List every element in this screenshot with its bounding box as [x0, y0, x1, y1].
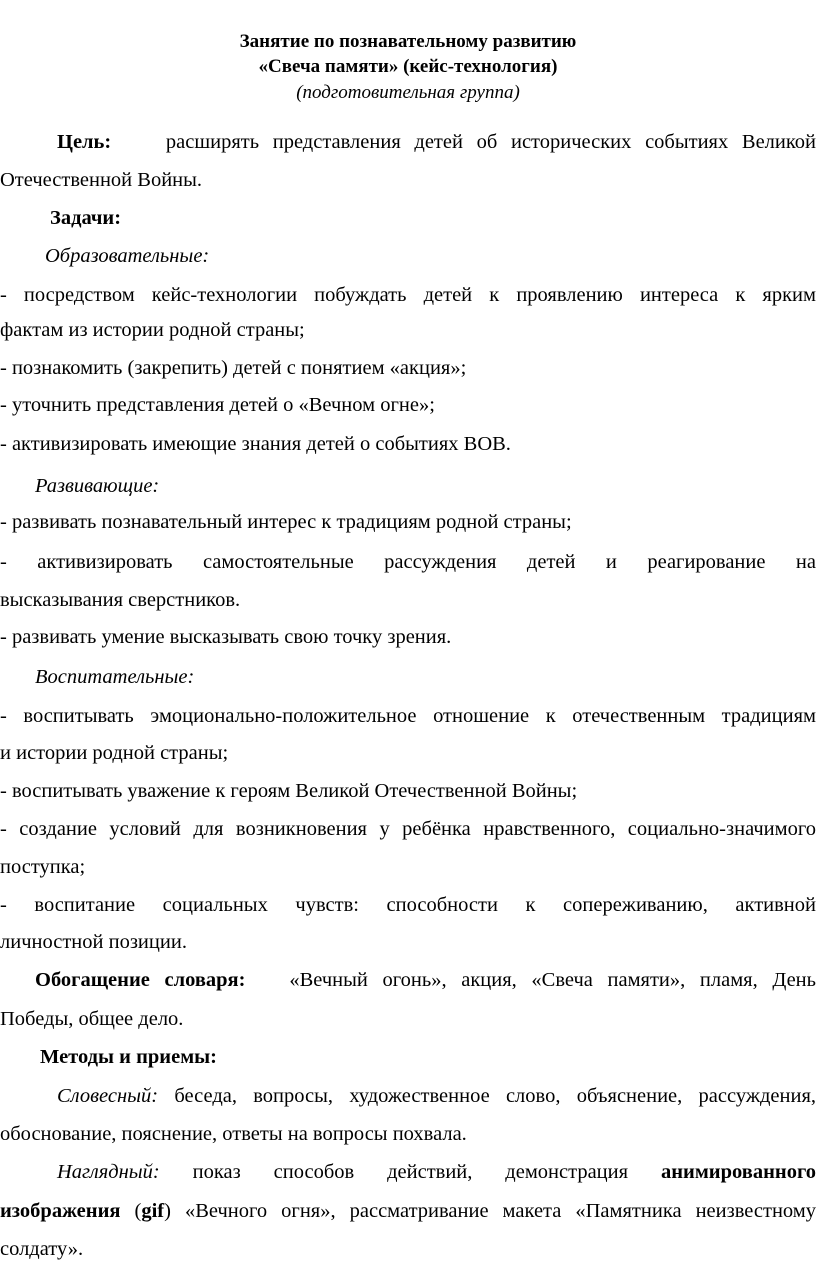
list-item: - уточнить представления детей о «Вечном огне»;	[0, 394, 435, 416]
list-item: - развивать умение высказывать свою точку зрения.	[0, 626, 452, 648]
label-text: Образовательные:	[45, 245, 210, 267]
verbal-line	[0, 1077, 816, 1115]
list-item: - активизировать имеющие знания детей о событиях ВОВ.	[0, 433, 511, 455]
visual-label: Наглядный:	[57, 1161, 160, 1183]
list-item: - посредством кейс-технологии побуждать детей к проявлению интереса к ярким	[0, 284, 816, 306]
upbringing-label	[0, 658, 816, 696]
list-item: - познакомить (закрепить) детей с понятием «акция»;	[0, 357, 467, 379]
document-title	[0, 29, 816, 55]
visual-line-2	[0, 1192, 816, 1230]
subtitle-text: (подготовительная группа)	[296, 82, 520, 103]
visual-text: «Вечного огня», рассматривание макета «Памятника неизвестному	[184, 1200, 816, 1222]
paren: )	[164, 1200, 171, 1222]
visual-bold: анимированного	[660, 1161, 816, 1183]
visual-bold: изображения	[0, 1200, 121, 1222]
tasks-heading	[0, 199, 816, 237]
list-item: поступка;	[0, 856, 86, 878]
list-item: - воспитывать уважение к героям Великой Отечественной Войны;	[0, 780, 578, 802]
label-text: Воспитательные:	[35, 666, 195, 688]
heading-text: Задачи:	[50, 207, 122, 229]
goal-line	[0, 123, 816, 161]
visual-text: показ способов действий, демонстрация	[192, 1161, 629, 1183]
list-item: и истории родной страны;	[0, 742, 229, 764]
list-item: - развивать познавательный интерес к традициям родной страны;	[0, 511, 572, 533]
list-item: - активизировать самостоятельные рассуждения детей и реагирование на	[0, 551, 816, 573]
document-subtitle	[0, 80, 816, 106]
list-item: фактам из истории родной страны;	[0, 319, 305, 341]
methods-heading	[0, 1038, 816, 1076]
vocabulary-line	[0, 961, 816, 999]
goal-line-2: Отечественной Войны.	[0, 169, 203, 191]
goal-label: Цель:	[57, 131, 112, 153]
gif-text: gif	[141, 1200, 165, 1222]
verbal-text: беседа, вопросы, художественное слово, объяснение, рассуждения,	[174, 1085, 816, 1107]
title-line: Занятие по познавательному развитию	[239, 31, 577, 52]
list-item: высказывания сверстников.	[0, 589, 241, 611]
vocabulary-label: Обогащение словаря:	[35, 969, 246, 991]
label-text: Развивающие:	[35, 475, 160, 497]
verbal-label: Словесный:	[57, 1085, 159, 1107]
list-item: - создание условий для возникновения у ребёнка нравственного, социально-значимого	[0, 818, 816, 840]
list-item: личностной позиции.	[0, 931, 187, 953]
visual-line-3: солдату».	[0, 1238, 84, 1260]
educational-label	[0, 237, 816, 275]
vocabulary-line-2: Победы, общее дело.	[0, 1008, 184, 1030]
list-item: - воспитание социальных чувств: способности к сопереживанию, активной	[0, 894, 816, 916]
vocabulary-text: «Вечный огонь», акция, «Свеча памяти», пламя, День	[289, 969, 816, 991]
visual-line	[0, 1153, 816, 1191]
list-item: - воспитывать эмоционально-положительное отношение к отечественным традициям	[0, 705, 816, 727]
document-title-2	[0, 54, 816, 80]
verbal-line-2: обоснование, пояснение, ответы на вопросы похвала.	[0, 1123, 467, 1145]
paren: (	[134, 1200, 142, 1222]
goal-text: расширять представления детей об исторических событиях Великой	[165, 131, 816, 153]
developing-label	[0, 467, 816, 505]
heading-text: Методы и приемы:	[40, 1046, 217, 1068]
title-line: «Свеча памяти» (кейс-технология)	[258, 56, 558, 77]
